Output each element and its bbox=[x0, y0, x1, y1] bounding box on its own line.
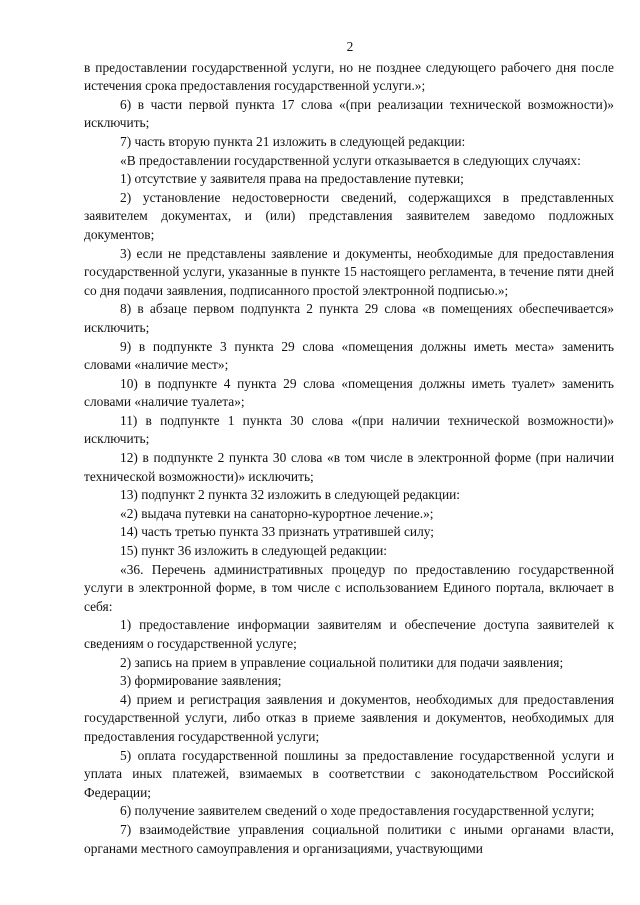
paragraph: 13) подпункт 2 пункта 32 изложить в следующей редакции: bbox=[120, 487, 460, 503]
paragraph: 1) отсутствие у заявителя права на предоставление путевки; bbox=[120, 171, 464, 187]
paragraph: 8) в абзаце первом подпункта 2 пункта 29 слова «в помещениях обеспечивается» исключить; bbox=[84, 301, 614, 335]
paragraph: 3) если не представлены заявление и документы, необходимые для предоставления государственной услуги, указанные в пункте 15 настоящего регламента, в течение пяти дней со дня подачи заявления, подписанного простой электронной подписью.»; bbox=[84, 245, 614, 298]
paragraph: «В предоставлении государственной услуги отказывается в следующих случаях: bbox=[120, 152, 581, 168]
paragraph: в предоставлении государственной услуги, но не позднее следующего рабочего дня после истечения срока предоставления государственной услуги.»; bbox=[84, 59, 614, 94]
paragraph: 15) пункт 36 изложить в следующей редакции: bbox=[120, 543, 388, 559]
paragraph: 10) в подпункте 4 пункта 29 слова «помещения должны иметь туалет» заменить словами «наличие туалета»; bbox=[84, 375, 614, 410]
paragraph: 7) часть вторую пункта 21 изложить в следующей редакции: bbox=[120, 133, 466, 149]
paragraph: «2) выдача путевки на санаторно-курортное лечение.»; bbox=[120, 505, 434, 521]
paragraph: 14) часть третью пункта 33 признать утратившей силу; bbox=[120, 524, 435, 540]
paragraph: 2) установление недостоверности сведений, содержащихся в представленных заявителем документах, и (или) представления заявителем заведомо подложных документов; bbox=[84, 189, 614, 242]
paragraph: 9) в подпункте 3 пункта 29 слова «помещения должны иметь места» заменить словами «наличие мест»; bbox=[84, 338, 614, 373]
paragraph: 5) оплата государственной пошлины за предоставление государственной услуги и уплата иных платежей, взимаемых в соответствии с законодательством Российской Федерации; bbox=[84, 747, 614, 800]
paragraph: 2) запись на прием в управление социальной политики для подачи заявления; bbox=[120, 654, 564, 670]
paragraph: «36. Перечень административных процедур по предоставлению государственной услуги в электронной форме, в том числе с использованием Единого портала, включает в себя: bbox=[84, 561, 614, 614]
paragraph: 11) в подпункте 1 пункта 30 слова «(при наличии технической возможности)» исключить; bbox=[84, 412, 614, 447]
paragraph: 12) в подпункте 2 пункта 30 слова «в том числе в электронной форме (при наличии технической возможности)» исключить; bbox=[84, 450, 614, 484]
paragraph: 4) прием и регистрация заявления и документов, необходимых для предоставления государственной услуги, либо отказ в приеме заявления и документов, необходимых для предоставления государственной услуги; bbox=[84, 691, 614, 744]
paragraph: 6) в части первой пункта 17 слова «(при реализации технической возможности)» исключить; bbox=[84, 96, 614, 131]
paragraph: 3) формирование заявления; bbox=[120, 673, 282, 689]
page-number bbox=[84, 38, 614, 57]
document-body bbox=[84, 59, 614, 859]
paragraph: 1) предоставление информации заявителям и обеспечение доступа заявителей к сведениям о государственной услуге; bbox=[84, 617, 614, 651]
page-number-text: 2 bbox=[346, 39, 354, 54]
paragraph: 7) взаимодействие управления социальной политики с иными органами власти, органами местного самоуправления и организациями, участвующими bbox=[84, 821, 614, 856]
paragraph: 6) получение заявителем сведений о ходе предоставления государственной услуги; bbox=[120, 803, 595, 819]
